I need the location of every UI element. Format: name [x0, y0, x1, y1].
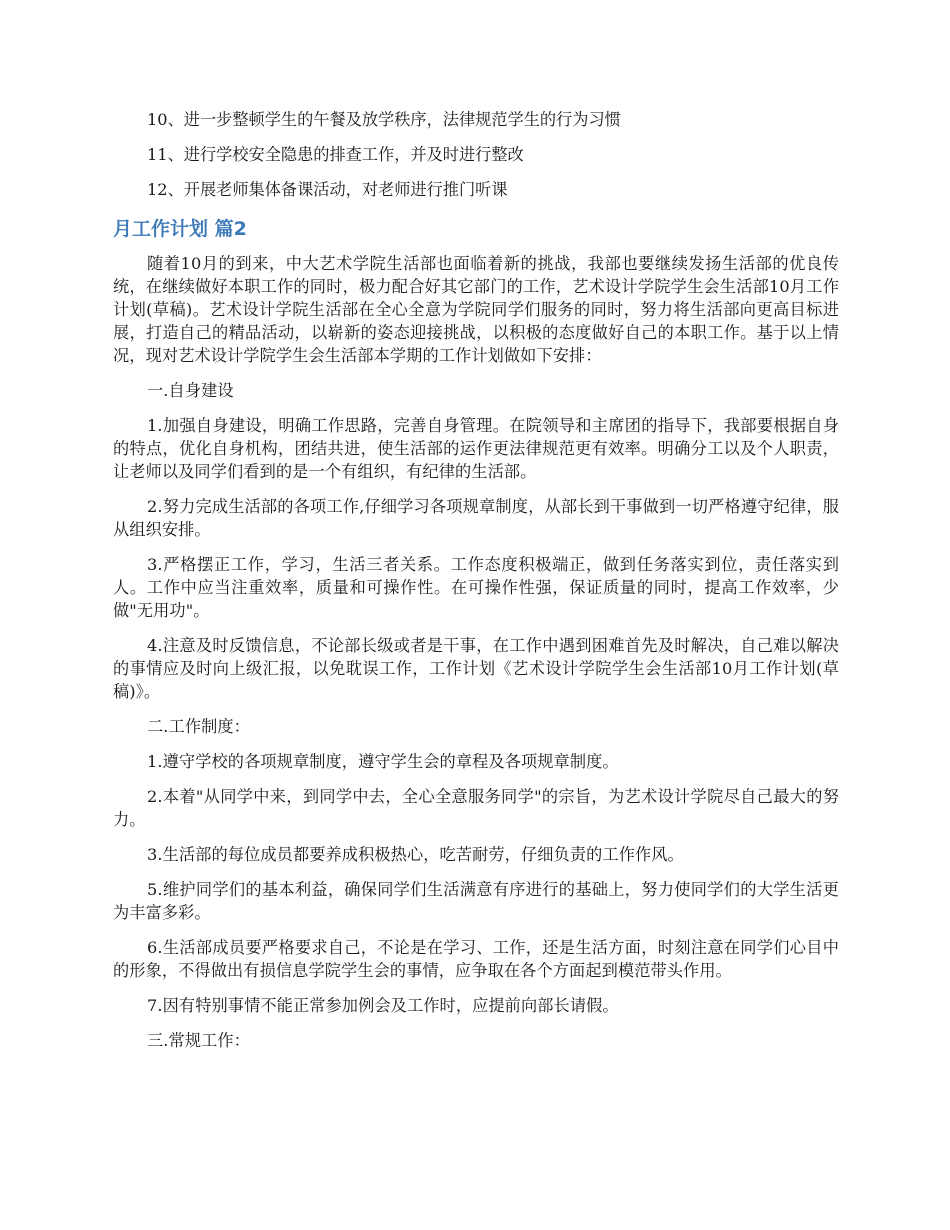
paragraph: 7.因有特别事情不能正常参加例会及工作时，应提前向部长请假。 [147, 996, 619, 1015]
section-heading: 月工作计划 篇2 [113, 218, 247, 240]
section-title-work-system: 二.工作制度： [147, 717, 250, 736]
section-title-routine-work: 三.常规工作： [147, 1031, 250, 1050]
paragraph: 3.严格摆正工作，学习，生活三者关系。工作态度积极端正，做到任务落实到位，责任落实到人。工作中应当注重效率，质量和可操作性。在可操作性强，保证质量的同时，提高工作效率，少做"无用功"。 [113, 555, 839, 620]
paragraph: 5.维护同学们的基本利益，确保同学们生活满意有序进行的基础上，努力使同学们的大学生活更为丰富多彩。 [113, 880, 839, 922]
document-page [113, 108, 839, 1064]
paragraph: 2.本着"从同学中来，到同学中去，全心全意服务同学"的宗旨，为艺术设计学院尽自己最大的努力。 [113, 787, 839, 829]
paragraph: 6.生活部成员要严格要求自己，不论是在学习、工作，还是生活方面，时刻注意在同学们心目中的形象，不得做出有损信息学院学生会的事情，应争取在各个方面起到模范带头作用。 [113, 938, 839, 980]
paragraph: 4.注意及时反馈信息，不论部长级或者是干事，在工作中遇到困难首先及时解决，自己难以解决的事情应及时向上级汇报，以免耽误工作，工作计划《艺术设计学院学生会生活部10月工作计划(草稿)》。 [113, 636, 839, 701]
section-title-self-building: 一.自身建设 [147, 381, 234, 400]
list-item: 10、进一步整顿学生的午餐及放学秩序，法律规范学生的行为习惯 [147, 110, 621, 129]
intro-paragraph: 随着10月的到来，中大艺术学院生活部也面临着新的挑战，我部也要继续发扬生活部的优良传统，在继续做好本职工作的同时，极力配合好其它部门的工作，艺术设计学院学生会生活部10月工作计划(草稿)。艺术设计学院生活部在全心全意为学院同学们服务的同时，努力将生活部向更高目标进展，打造自己的精品活动，以崭新的姿态迎接挑战，以积极的态度做好自己的本职工作。基于以上情况，现对艺术设计学院学生会生活部本学期的工作计划做如下安排： [113, 254, 839, 365]
list-item: 12、开展老师集体备课活动，对老师进行推门听课 [147, 180, 508, 199]
paragraph: 3.生活部的每位成员都要养成积极热心，吃苦耐劳，仔细负责的工作作风。 [147, 845, 684, 864]
paragraph: 1.加强自身建设，明确工作思路，完善自身管理。在院领导和主席团的指导下，我部要根据自身的特点，优化自身机构，团结共进，使生活部的运作更法律规范更有效率。明确分工以及个人职责，让老师以及同学们看到的是一个有组织，有纪律的生活部。 [113, 416, 839, 481]
paragraph: 2.努力完成生活部的各项工作,仔细学习各项规章制度，从部长到干事做到一切严格遵守纪律，服从组织安排。 [113, 497, 839, 539]
list-item: 11、进行学校安全隐患的排查工作，并及时进行整改 [147, 145, 524, 164]
paragraph: 1.遵守学校的各项规章制度，遵守学生会的章程及各项规章制度。 [147, 752, 619, 771]
